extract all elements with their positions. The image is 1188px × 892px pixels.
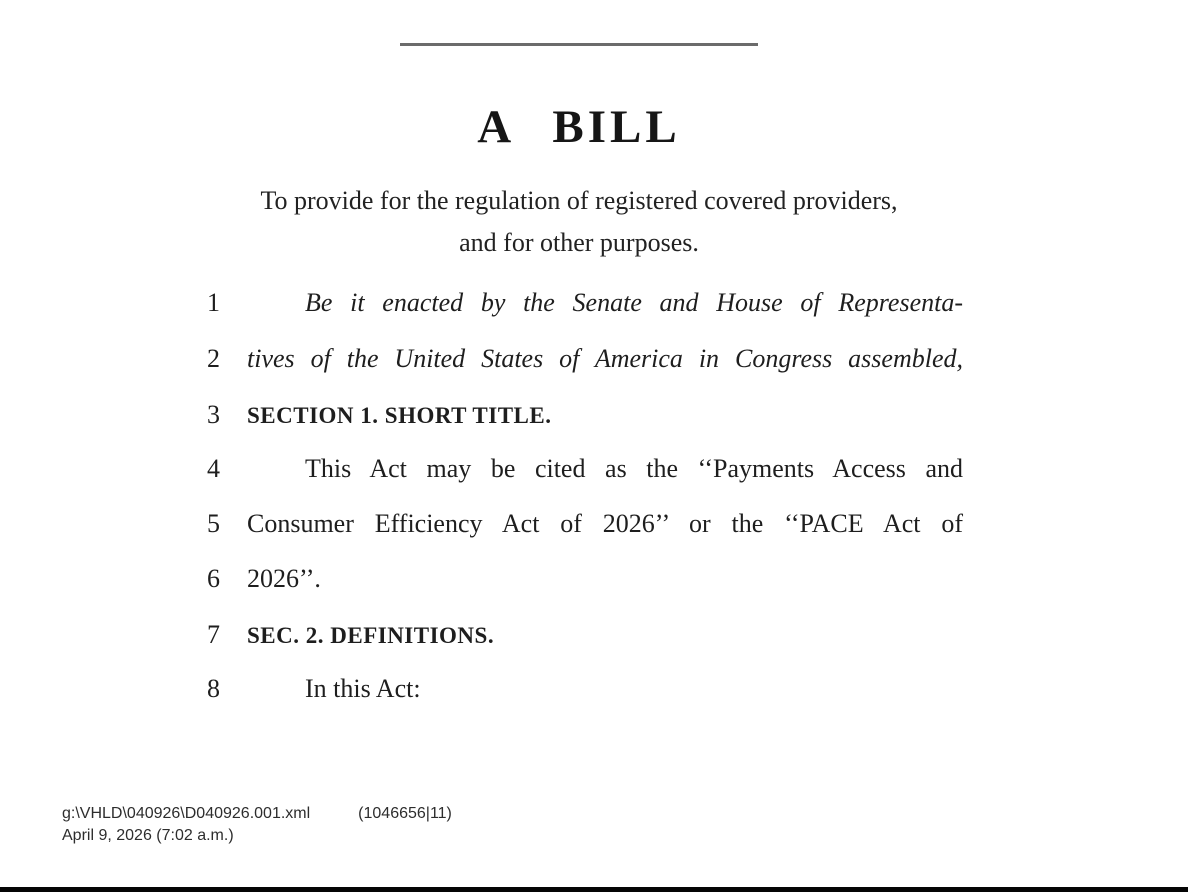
line-number: 3	[207, 400, 220, 429]
bill-heading: A BILL	[477, 101, 681, 153]
bill-line	[207, 344, 963, 374]
bill-line	[207, 509, 963, 539]
line-text: 2026’’.	[247, 564, 321, 593]
line-number: 8	[207, 674, 220, 703]
long-title	[96, 180, 1062, 264]
line-text: tives of the United States of America in Congress assembled,	[247, 344, 963, 373]
bill-line	[207, 400, 963, 430]
bill-line	[207, 620, 963, 650]
footer-file-row	[62, 803, 452, 825]
line-text: Consumer Efficiency Act of 2026’’ or the ‘‘PACE Act of	[247, 509, 963, 538]
line-number: 2	[207, 344, 220, 373]
line-number: 7	[207, 620, 220, 649]
bottom-scan-bar	[0, 887, 1188, 892]
line-number: 6	[207, 564, 220, 593]
bill-line	[207, 288, 963, 318]
header-rule-divider	[400, 43, 758, 46]
bill-line	[207, 454, 963, 484]
bill-line	[207, 564, 963, 594]
line-text: This Act may be cited as the ‘‘Payments Access and	[305, 454, 963, 483]
line-number: 4	[207, 454, 220, 483]
long-title-line-2: and for other purposes.	[459, 228, 699, 257]
bill-line	[207, 674, 963, 704]
line-number: 5	[207, 509, 220, 538]
footer-date-time: April 9, 2026 (7:02 a.m.)	[62, 827, 234, 844]
line-text: SEC. 2. DEFINITIONS.	[247, 623, 495, 648]
drafting-footer	[62, 803, 452, 847]
footer-file-path: g:\VHLD\040926\D040926.001.xml	[62, 805, 311, 822]
line-text: Be it enacted by the Senate and House of Representa-	[305, 288, 963, 317]
long-title-line-1: To provide for the regulation of registered covered providers,	[260, 186, 898, 215]
footer-doc-id: (1046656|11)	[358, 805, 452, 822]
line-text: SECTION 1. SHORT TITLE.	[247, 403, 552, 428]
line-text: In this Act:	[305, 674, 421, 703]
line-number: 1	[207, 288, 220, 317]
